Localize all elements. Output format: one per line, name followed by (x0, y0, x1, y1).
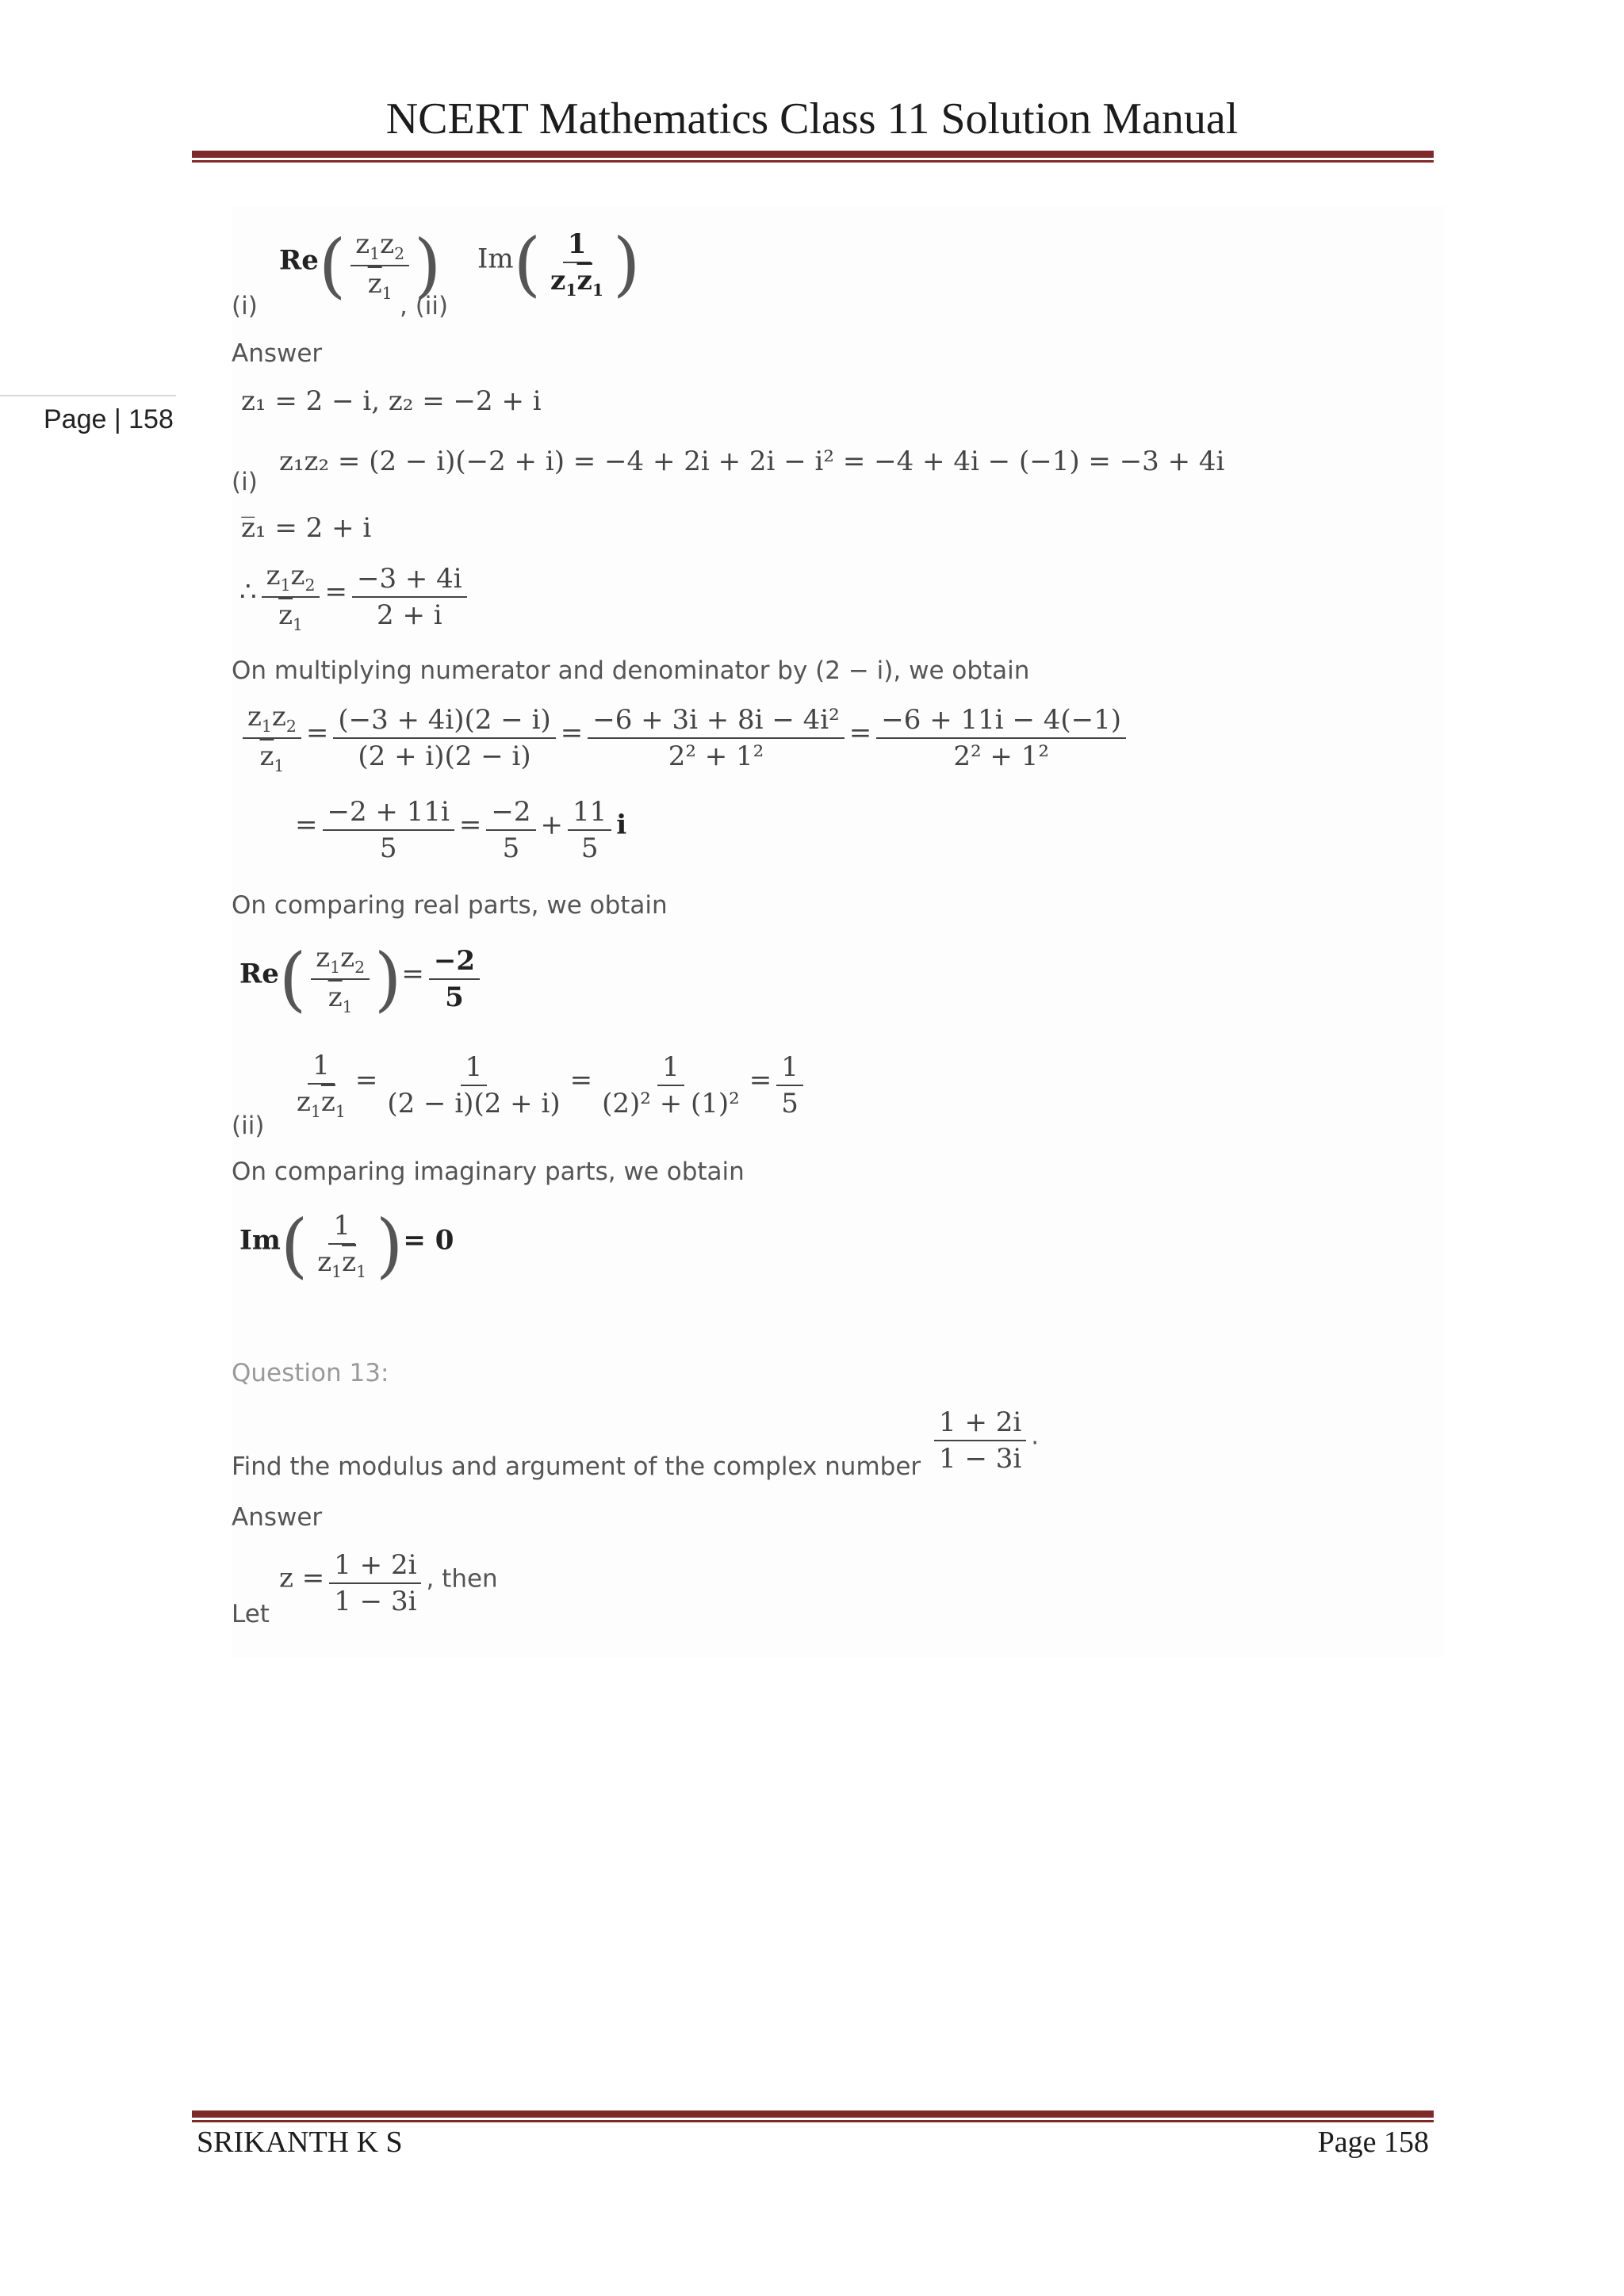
question-13-fraction: $\frac{1 + 2i}{1 - 3i}$ . (929, 1406, 1039, 1475)
header-rule (192, 151, 1434, 163)
question-13-text: Find the modulus and argument of the complex number (232, 1452, 921, 1481)
question-part-ii-expr: Im( $\frac{1}{z_1\overline{z}_1}$ ) (477, 222, 641, 304)
let-equation: z = $\frac{1 + 2i}{1 - 3i}$ , then (279, 1549, 498, 1617)
step-i-label: (i) (232, 468, 258, 496)
footer-author: SRIKANTH K S (197, 2126, 403, 2159)
imag-part-result: Im( $\frac{1}{z_1\overline{z}_1}$ )= 0 (239, 1203, 454, 1286)
quotient-equation: ∴ $\frac{z_1z_2}{\overline{z}_1}$ = $\frac{-3 + 4i}{2 + i}$ (239, 560, 472, 634)
question-part-i-expr: Re( $\frac{z_1z_2}{\overline{z}_1}$ ) (279, 224, 442, 306)
answer-label-2: Answer (232, 1503, 323, 1532)
multiply-instruction: On multiplying numerator and denominator by (2 − i), we obtain (232, 656, 1030, 685)
expansion-equation: $\frac{z_1z_2}{\overline{z}_1}$ = $\frac{(-3 + 4i)(2 - i)}{(2 + i)(2 - i)}$ = $\frac{\text{−6 + 3i + 8i − 4i²}}{\text{2² + 1²}}$ = $\frac{-6 + 11i - 4(-1)}{\text{2² + 1²}}$ (238, 701, 1131, 775)
product-equation: z₁z₂ = (2 − i)(−2 + i) = −4 + 2i + 2i − i² = −4 + 4i − (−1) = −3 + 4i (279, 446, 1225, 477)
part2-label: (ii) (232, 1112, 265, 1140)
margin-page-label: Page | 158 (44, 404, 174, 434)
part-ii-label: , (ii) (400, 292, 449, 320)
compare-real-text: On comparing real parts, we obtain (232, 891, 668, 920)
conjugate-equation: z̅₁ = 2 + i (241, 512, 372, 544)
real-part-result: Re( $\frac{z_1z_2}{\overline{z}_1}$ )= $\frac{-2}{5}$ (239, 942, 485, 1016)
let-text: Let (232, 1600, 270, 1628)
part-i-label: (i) (232, 292, 258, 320)
footer-page-number: Page 158 (1317, 2126, 1429, 2159)
margin-divider (0, 395, 176, 396)
question-13-heading: Question 13: (232, 1359, 389, 1387)
part-ii-equation: $\frac{1}{z_1\overline{z}_1}$ = $\frac{1}{(2 - i)(2 + i)}$ = $\frac{1}{\text{(2)² + (1)²}}$ = $\frac{1}{5}$ (287, 1050, 808, 1121)
content-panel (232, 206, 1445, 1657)
simplified-equation: = $\frac{-2 + 11i}{5}$ = $\frac{-2}{5}$ + $\frac{11}{5}$ i (295, 796, 627, 864)
page-header-title: NCERT Mathematics Class 11 Solution Manual (385, 94, 1239, 144)
given-values: z₁ = 2 − i, z₂ = −2 + i (241, 385, 542, 417)
answer-label: Answer (232, 339, 323, 368)
compare-imag-text: On comparing imaginary parts, we obtain (232, 1158, 745, 1186)
footer-rule (192, 2110, 1434, 2122)
